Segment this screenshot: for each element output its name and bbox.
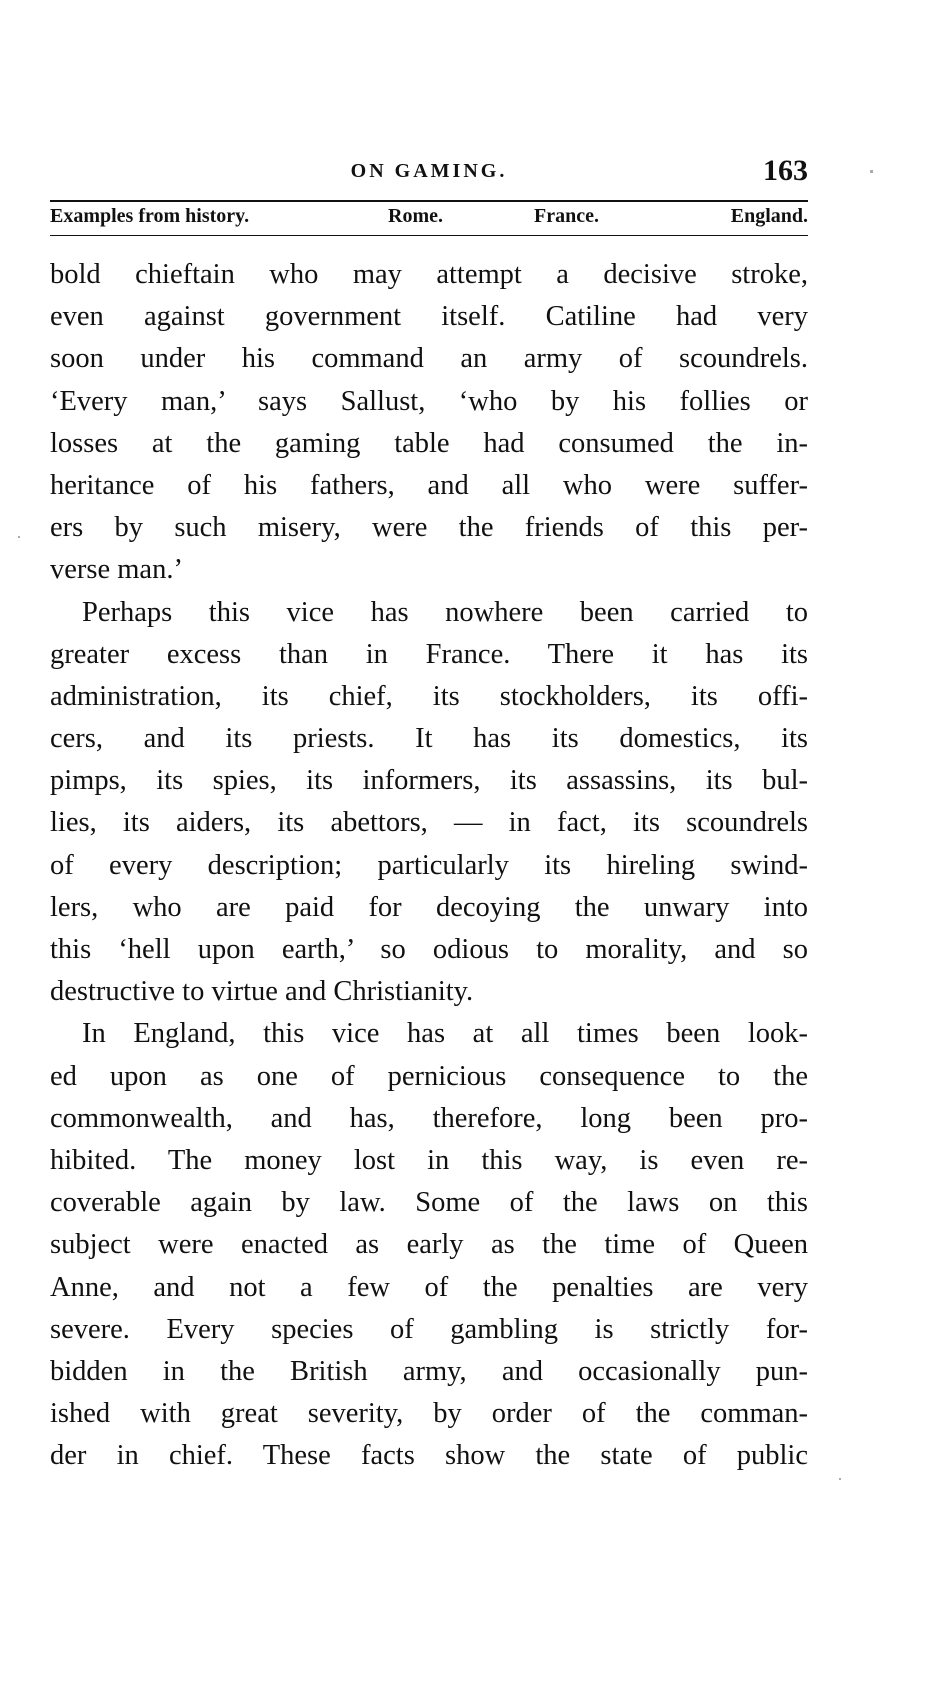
text-line: severe. Every species of gambling is strictly for- — [50, 1313, 808, 1345]
text-line: administration, its chief, its stockholders, its offi- — [50, 680, 808, 712]
text-line: commonwealth, and has, therefore, long been pro- — [50, 1102, 808, 1134]
text-line: In England, this vice has at all times been look- — [82, 1018, 808, 1050]
text-line: der in chief. These facts show the state of public — [50, 1440, 808, 1472]
text-line: soon under his command an army of scoundrels. — [50, 343, 808, 375]
text-line: ers by such misery, were the friends of this per- — [50, 512, 808, 544]
scan-speck — [839, 1478, 841, 1480]
text-line: coverable again by law. Some of the laws on this — [50, 1187, 808, 1219]
text-line: bidden in the British army, and occasionally pun- — [50, 1355, 808, 1387]
header-rule-top — [50, 200, 808, 202]
text-line: verse man.’ — [50, 554, 183, 586]
scan-speck — [870, 170, 873, 173]
text-line: pimps, its spies, its informers, its assassins, its bul- — [50, 765, 808, 797]
text-line: Anne, and not a few of the penalties are very — [50, 1271, 808, 1303]
text-line: lies, its aiders, its abettors, — in fact, its scoundrels — [50, 807, 808, 839]
topic-examples: Examples from history. — [50, 205, 250, 227]
topic-france: France. — [534, 205, 599, 227]
text-line: destructive to virtue and Christianity. — [50, 976, 474, 1008]
text-line: subject were enacted as early as the time of Queen — [50, 1229, 808, 1261]
text-line: this ‘hell upon earth,’ so odious to morality, and so — [50, 934, 808, 965]
page-number: 163 — [763, 154, 808, 187]
running-head — [50, 154, 808, 190]
text-line: bold chieftain who may attempt a decisive stroke, — [50, 259, 808, 290]
scan-speck — [18, 536, 20, 538]
running-title: ON GAMING. — [350, 160, 508, 182]
paragraph — [50, 1013, 808, 1477]
text-line: greater excess than in France. There it has its — [50, 638, 808, 670]
text-line: of every description; particularly its hireling swind- — [50, 849, 808, 881]
topic-rome: Rome. — [388, 205, 443, 227]
body-text — [50, 254, 808, 1477]
text-line: cers, and its priests. It has its domestics, its — [50, 723, 808, 755]
text-line: losses at the gaming table had consumed the in- — [50, 427, 808, 459]
text-line: even against government itself. Catiline had very — [50, 301, 808, 333]
text-line: ished with great severity, by order of the comman- — [50, 1398, 808, 1430]
paragraph — [50, 592, 808, 1014]
text-line: ‘Every man,’ says Sallust, ‘who by his follies or — [50, 385, 808, 417]
topic-england: England. — [730, 205, 808, 227]
text-line: ed upon as one of pernicious consequence to the — [50, 1060, 808, 1092]
topic-headline — [50, 203, 808, 231]
text-line: Perhaps this vice has nowhere been carried to — [82, 596, 808, 628]
paragraph — [50, 254, 808, 592]
text-line: lers, who are paid for decoying the unwary into — [50, 891, 808, 923]
text-line: hibited. The money lost in this way, is even re- — [50, 1144, 808, 1176]
text-line: heritance of his fathers, and all who were suffer- — [50, 469, 808, 501]
header-rule-bottom — [50, 235, 808, 236]
